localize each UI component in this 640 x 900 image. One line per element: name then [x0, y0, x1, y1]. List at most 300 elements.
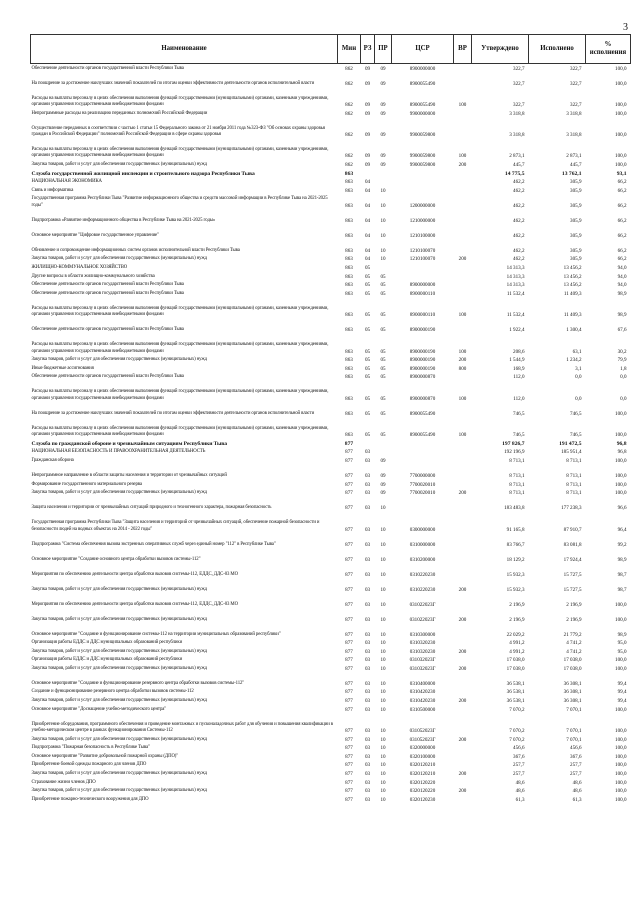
row-executed: 13 456,2 — [563, 273, 582, 280]
row-percent: 94,0 — [617, 282, 627, 289]
row-approved: 462,2 — [513, 179, 525, 186]
row-approved: 15 932,3 — [506, 586, 525, 593]
row-min: 877 — [345, 648, 353, 655]
row-percent: 100,0 — [615, 65, 627, 72]
row-percent: 100,0 — [615, 665, 627, 672]
table-header — [31, 35, 631, 64]
table-row — [31, 769, 631, 778]
row-rz: 04 — [364, 232, 371, 239]
row-rz: 05 — [364, 410, 371, 417]
row-approved: 462,2 — [513, 217, 525, 224]
row-pr: 10 — [380, 657, 386, 664]
row-name: Обеспечение деятельности органов государственной власти Республики Тыва — [31, 65, 184, 71]
table-row — [31, 194, 631, 209]
row-min: 877 — [345, 788, 353, 795]
row-min: 877 — [345, 640, 353, 647]
row-csr: 9900059800 — [409, 132, 436, 139]
row-csr: 0300000000 — [409, 526, 436, 533]
row-min: 863 — [345, 432, 353, 439]
row-name: Подпрограмма "Пожарная безопасность в Республике Тыва" — [31, 745, 150, 751]
row-csr — [392, 271, 454, 280]
row-percent: 98,9 — [617, 312, 627, 319]
row-executed: 257,7 — [570, 762, 582, 769]
table-row — [31, 464, 631, 479]
row-csr: 8900000110 — [409, 290, 436, 297]
row-approved: 257,7 — [513, 762, 525, 769]
table-row — [31, 381, 631, 402]
row-rz: 09 — [364, 110, 371, 117]
row-approved: 18 129,2 — [506, 556, 525, 563]
row-min: 877 — [345, 505, 353, 512]
row-vr — [454, 280, 472, 289]
row-rz: 05 — [364, 312, 371, 319]
row-rz: 03 — [364, 728, 371, 735]
row-min: 877 — [345, 680, 353, 687]
table-row — [31, 355, 631, 364]
row-percent: 66,2 — [617, 247, 627, 254]
row-pr: 05 — [380, 410, 386, 417]
row-executed: 15 727,5 — [563, 571, 582, 578]
row-percent: 100,0 — [615, 410, 627, 417]
row-approved: 17 038,0 — [506, 657, 525, 664]
row-min: 877 — [345, 689, 353, 696]
row-csr: 8900055490 — [409, 102, 436, 109]
row-approved: 445,7 — [513, 162, 525, 169]
row-executed: 8 713,1 — [566, 457, 582, 464]
row-pr: 10 — [380, 505, 386, 512]
row-vr — [454, 224, 472, 239]
row-executed: 2 196,9 — [566, 616, 582, 623]
row-pr — [375, 177, 392, 186]
row-rz: 05 — [364, 265, 371, 272]
table-row — [31, 209, 631, 224]
row-pr: 09 — [380, 457, 386, 464]
row-pr: 10 — [380, 665, 386, 672]
row-name: Обеспечение деятельности органов государственной власти Республики Тыва — [31, 374, 184, 380]
row-csr: 0310320230 — [409, 648, 436, 655]
row-csr: 031022023Г — [409, 616, 436, 623]
row-approved: 322,7 — [513, 80, 525, 87]
row-percent: 100,0 — [615, 490, 627, 497]
row-vr — [454, 289, 472, 298]
row-rz: 03 — [364, 631, 371, 638]
row-pr — [375, 439, 392, 448]
row-min: 877 — [345, 657, 353, 664]
row-name: Приобретение пожарно-технического вооружения для ДПО — [31, 796, 149, 802]
row-percent: 96,8 — [616, 440, 627, 447]
table-row — [31, 372, 631, 381]
row-rz — [361, 168, 375, 177]
row-vr: 200 — [458, 616, 467, 623]
row-vr: 200 — [458, 586, 467, 593]
row-csr: 031032023Г — [409, 657, 436, 664]
row-pr: 10 — [380, 616, 386, 623]
row-executed: 13 456,2 — [563, 282, 582, 289]
row-name: Организация работы ЕДДС и ДДС муниципальных образований республики — [31, 640, 183, 646]
row-vr: 200 — [458, 736, 467, 743]
row-approved: 14 313,3 — [506, 265, 525, 272]
row-percent: 100,0 — [615, 432, 627, 439]
row-csr: 0310400000 — [409, 680, 436, 687]
row-rz: 05 — [364, 290, 371, 297]
header-min: Мин — [338, 35, 361, 64]
row-executed: 305,9 — [570, 232, 582, 239]
row-executed: 11 409,3 — [563, 290, 582, 297]
row-vr — [454, 563, 472, 578]
row-name: Государственная программа Республики Тыва "Защита населения и территорий от чрезвычайных ситуаций, обеспечение пожарной безопасности и безопасности людей на водных объектах на 2014 - 2022 годы" — [31, 520, 320, 532]
row-executed: 8 713,1 — [566, 481, 582, 488]
row-vr — [454, 194, 472, 209]
row-executed: 63,1 — [572, 348, 582, 355]
row-approved: 36 538,1 — [506, 680, 525, 687]
row-pr — [375, 263, 392, 272]
table-row — [31, 664, 631, 673]
row-vr — [454, 263, 472, 272]
row-csr: 7700000000 — [409, 472, 436, 479]
row-name: Закупка товаров, работ и услуг для обеспечения государственных (муниципальных) нужд — [31, 490, 207, 496]
row-name: Подпрограмма «Развитие информационного общества в Республике Тыва на 2021-2025 годы» — [31, 217, 216, 223]
row-vr — [454, 743, 472, 752]
row-percent: 1,8 — [620, 365, 627, 372]
row-executed: 2 196,9 — [566, 601, 582, 608]
row-name: Закупка товаров, работ и услуг для обеспечения государственных (муниципальных) нужд — [31, 162, 207, 168]
table-row — [31, 533, 631, 548]
row-approved: 197 826,7 — [502, 440, 525, 447]
row-percent: 100,0 — [615, 745, 627, 752]
row-csr: 0320120220 — [409, 788, 436, 795]
table-row — [31, 608, 631, 623]
row-executed: 367,6 — [570, 753, 582, 760]
row-executed: 456,6 — [570, 745, 582, 752]
table-row — [31, 417, 631, 438]
row-csr: 8900055490 — [409, 410, 436, 417]
row-name: Непрограммное направление в области защиты населения и территории от чрезвычайных ситуаций — [31, 472, 227, 478]
row-csr — [392, 456, 454, 465]
table-row — [31, 672, 631, 687]
row-csr: 0320120230 — [409, 796, 436, 803]
row-rz: 03 — [364, 490, 371, 497]
row-approved: 456,6 — [513, 745, 525, 752]
row-vr: 100 — [458, 102, 467, 109]
row-percent: 96,8 — [617, 449, 627, 456]
row-executed: 305,9 — [570, 187, 582, 194]
row-approved: 36 538,1 — [506, 698, 525, 705]
row-rz: 03 — [364, 680, 371, 687]
row-vr: 200 — [458, 665, 467, 672]
row-vr: 200 — [458, 648, 467, 655]
row-csr: 9900059800 — [409, 153, 436, 160]
row-approved: 14 775,5 — [504, 170, 525, 177]
row-approved: 7 070,2 — [509, 736, 525, 743]
row-executed: 11 409,3 — [563, 312, 582, 319]
row-min: 863 — [345, 357, 353, 364]
row-executed: 0,0 — [575, 374, 582, 381]
row-csr — [392, 263, 454, 272]
row-min: 877 — [345, 736, 353, 743]
row-vr — [454, 271, 472, 280]
row-pr: 10 — [380, 698, 386, 705]
table-row — [31, 263, 631, 272]
table-row — [31, 254, 631, 263]
row-pr: 10 — [380, 202, 386, 209]
row-name: Гражданская оборона — [31, 457, 74, 463]
table-row — [31, 704, 631, 713]
row-approved: 2 873,1 — [509, 153, 525, 160]
row-csr: 8900055490 — [409, 432, 436, 439]
row-approved: 367,6 — [513, 753, 525, 760]
row-approved: 1 544,9 — [509, 357, 525, 364]
row-vr — [454, 479, 472, 488]
row-csr: 0310420230 — [409, 698, 436, 705]
row-rz: 03 — [364, 706, 371, 713]
row-pr: 05 — [380, 432, 386, 439]
row-min: 863 — [345, 179, 353, 186]
row-pr: 10 — [380, 556, 386, 563]
row-vr — [454, 372, 472, 381]
row-min: 863 — [345, 312, 353, 319]
row-vr — [454, 638, 472, 647]
row-csr: 9900059800 — [409, 162, 436, 169]
row-name: ЖИЛИЩНО-КОММУНАЛЬНОЕ ХОЗЯЙСТВО — [31, 265, 128, 271]
row-pr: 10 — [380, 640, 386, 647]
row-percent: 100,0 — [615, 457, 627, 464]
row-percent: 100,0 — [615, 80, 627, 87]
row-min: 877 — [345, 526, 353, 533]
row-rz: 05 — [364, 357, 371, 364]
row-approved: 1 922,4 — [509, 327, 525, 334]
row-rz: 03 — [364, 736, 371, 743]
row-approved: 746,5 — [513, 432, 525, 439]
row-csr: 8900000190 — [409, 348, 436, 355]
row-min: 863 — [345, 290, 353, 297]
row-vr: 100 — [458, 432, 467, 439]
row-csr: 031052023Г — [409, 728, 436, 735]
row-name: Приобретение боевой одежды пожарного для членов ДПО — [31, 762, 147, 768]
row-approved: 168,9 — [513, 365, 525, 372]
row-pr: 05 — [380, 312, 386, 319]
row-executed: 257,7 — [570, 771, 582, 778]
row-approved: 2 196,9 — [509, 601, 525, 608]
row-min: 877 — [344, 440, 354, 447]
row-approved: 4 991,2 — [509, 648, 525, 655]
row-pr — [375, 168, 392, 177]
row-csr: 1210100070 — [409, 247, 436, 254]
row-min: 862 — [345, 110, 353, 117]
table-row — [31, 734, 631, 743]
row-rz: 03 — [364, 665, 371, 672]
row-percent: 100,0 — [615, 110, 627, 117]
row-name: Служба по гражданской обороне и чрезвычайным ситуациям Республики Тыва — [31, 440, 227, 447]
row-pr: 10 — [380, 745, 386, 752]
row-executed: 445,7 — [570, 162, 582, 169]
row-executed: 61,3 — [572, 796, 582, 803]
row-pr: 09 — [380, 102, 386, 109]
row-csr — [392, 447, 454, 456]
row-vr — [454, 439, 472, 448]
row-pr: 10 — [380, 736, 386, 743]
row-executed: 8 713,1 — [566, 472, 582, 479]
row-name: Закупка товаров, работ и услуг для обеспечения государственных (муниципальных) нужд — [31, 616, 207, 622]
row-min: 863 — [345, 282, 353, 289]
row-csr — [392, 186, 454, 195]
row-pr: 10 — [380, 796, 386, 803]
row-vr: 800 — [458, 365, 467, 372]
row-min: 877 — [345, 665, 353, 672]
row-approved: 8 713,1 — [509, 490, 525, 497]
row-pr: 05 — [380, 348, 386, 355]
table-row — [31, 795, 631, 804]
row-min: 863 — [345, 327, 353, 334]
row-csr: 8900000870 — [409, 374, 436, 381]
table-row — [31, 713, 631, 734]
row-vr: 200 — [458, 256, 467, 263]
row-approved: 2 196,9 — [509, 616, 525, 623]
page-number: 3 — [623, 22, 628, 33]
row-name: Мероприятия по обеспечению деятельности центра обработки вызовов системы-112, ЕДДС, ДДС-03 МО — [31, 571, 238, 577]
row-csr: 0310320230 — [409, 640, 436, 647]
row-name: Расходы на выплаты персоналу в целях обеспечения выполнения функций государственными (муниципальными) органами, казенными учреждениями, органами управления государственными внебюджетными фондами — [31, 342, 329, 354]
row-csr — [392, 177, 454, 186]
row-rz: 03 — [364, 753, 371, 760]
row-min: 863 — [345, 365, 353, 372]
row-executed: 4 741,2 — [566, 648, 582, 655]
row-csr — [392, 497, 454, 512]
row-executed: 48,6 — [572, 788, 582, 795]
row-name: Закупка товаров, работ и услуг для обеспечения государственных (муниципальных) нужд — [31, 771, 207, 777]
row-pr: 10 — [380, 788, 386, 795]
row-csr: 8900000190 — [409, 327, 436, 334]
row-approved: 3 318,8 — [509, 110, 525, 117]
row-csr: 1210100000 — [409, 232, 436, 239]
row-vr — [454, 456, 472, 465]
row-executed: 17 924,4 — [563, 556, 582, 563]
row-name: На поощрение за достижение наилучших значений показателей по итогам оценки эффективности деятельности органов исполнительной власти — [31, 410, 315, 416]
row-pr: 09 — [380, 110, 386, 117]
row-name: Расходы на выплаты персоналу в целях обеспечения выполнения функций государственными (муниципальными) органами, казенными учреждениями, органами управления государственными внебюджетными фондами — [31, 425, 329, 438]
table-row — [31, 289, 631, 298]
row-rz: 03 — [364, 640, 371, 647]
row-executed: 177 238,3 — [561, 505, 582, 512]
row-percent: 100,0 — [615, 728, 627, 735]
row-vr: 200 — [458, 357, 467, 364]
row-rz: 05 — [364, 273, 371, 280]
row-name: Закупка товаров, работ и услуг для обеспечения государственных (муниципальных) нужд — [31, 665, 207, 671]
row-approved: 192 196,9 — [504, 449, 525, 456]
table-row — [31, 87, 631, 108]
row-min: 877 — [345, 753, 353, 760]
row-executed: 305,9 — [570, 217, 582, 224]
row-csr: 0320120220 — [409, 779, 436, 786]
row-approved: 746,5 — [513, 410, 525, 417]
row-executed: 305,9 — [570, 247, 582, 254]
table-row — [31, 319, 631, 334]
row-rz: 03 — [364, 788, 371, 795]
row-pr: 05 — [380, 357, 386, 364]
row-csr: 8900000000 — [409, 65, 436, 72]
row-executed: 13 762,1 — [561, 170, 582, 177]
row-executed: 191 472,5 — [559, 440, 582, 447]
row-pr: 09 — [380, 65, 386, 72]
row-percent: 100,0 — [615, 788, 627, 795]
row-vr — [454, 655, 472, 664]
row-approved: 48,6 — [515, 779, 525, 786]
row-pr: 05 — [380, 365, 386, 372]
row-csr: 0320000000 — [409, 745, 436, 752]
row-percent: 100,0 — [615, 762, 627, 769]
table-row — [31, 512, 631, 533]
table-row — [31, 177, 631, 186]
row-name: НАЦИОНАЛЬНАЯ ЭКОНОМИКА — [31, 179, 102, 185]
row-min: 862 — [345, 102, 353, 109]
row-csr: 031032023Г — [409, 665, 436, 672]
row-pr: 05 — [380, 374, 386, 381]
row-rz: 04 — [364, 179, 371, 186]
row-name: Обеспечение деятельности органов государственной власти Республики Тыва — [31, 290, 184, 296]
row-approved: 3 318,8 — [509, 132, 525, 139]
row-approved: 14 313,3 — [506, 273, 525, 280]
row-pr: 10 — [380, 728, 386, 735]
row-pr: 09 — [380, 162, 386, 169]
header-percent: % исполнения — [586, 35, 631, 64]
row-vr — [454, 108, 472, 117]
row-min: 877 — [345, 631, 353, 638]
row-csr: 8900000190 — [409, 365, 436, 372]
row-csr: 0310300000 — [409, 631, 436, 638]
table-row — [31, 655, 631, 664]
row-vr: 200 — [458, 698, 467, 705]
row-pr: 10 — [380, 247, 386, 254]
row-approved: 83 766,7 — [506, 541, 525, 548]
row-rz: 05 — [364, 327, 371, 334]
row-rz: 03 — [364, 505, 371, 512]
row-percent: 100,0 — [615, 796, 627, 803]
row-percent: 96,6 — [617, 505, 627, 512]
row-vr — [454, 687, 472, 696]
row-percent: 100,0 — [615, 771, 627, 778]
row-executed: 7 070,1 — [566, 736, 582, 743]
row-rz: 03 — [364, 648, 371, 655]
row-executed: 83 081,8 — [563, 541, 582, 548]
row-executed: 4 741,2 — [566, 640, 582, 647]
row-percent: 100,0 — [615, 472, 627, 479]
row-executed: 7 070,1 — [566, 728, 582, 735]
row-csr: 9900000000 — [409, 110, 436, 117]
table-row — [31, 72, 631, 87]
row-vr: 200 — [458, 162, 467, 169]
row-min: 877 — [345, 541, 353, 548]
row-pr: 10 — [380, 680, 386, 687]
row-percent: 0,0 — [620, 395, 627, 402]
row-approved: 7 070,2 — [509, 706, 525, 713]
row-min: 877 — [345, 457, 353, 464]
row-vr: 200 — [458, 771, 467, 778]
row-min: 877 — [345, 796, 353, 803]
table-row — [31, 578, 631, 593]
row-executed: 36 308,1 — [563, 680, 582, 687]
row-vr — [454, 760, 472, 769]
row-vr — [454, 672, 472, 687]
table-row — [31, 224, 631, 239]
row-executed: 17 038,0 — [563, 665, 582, 672]
row-pr: 05 — [380, 290, 386, 297]
row-vr: 100 — [458, 348, 467, 355]
row-percent: 98,9 — [617, 556, 627, 563]
row-rz: 03 — [364, 556, 371, 563]
row-pr: 10 — [380, 541, 386, 548]
row-approved: 112,0 — [513, 395, 525, 402]
row-percent: 66,2 — [617, 232, 627, 239]
row-name: Закупка товаров, работ и услуг для обеспечения государственных (муниципальных) нужд — [31, 586, 207, 592]
